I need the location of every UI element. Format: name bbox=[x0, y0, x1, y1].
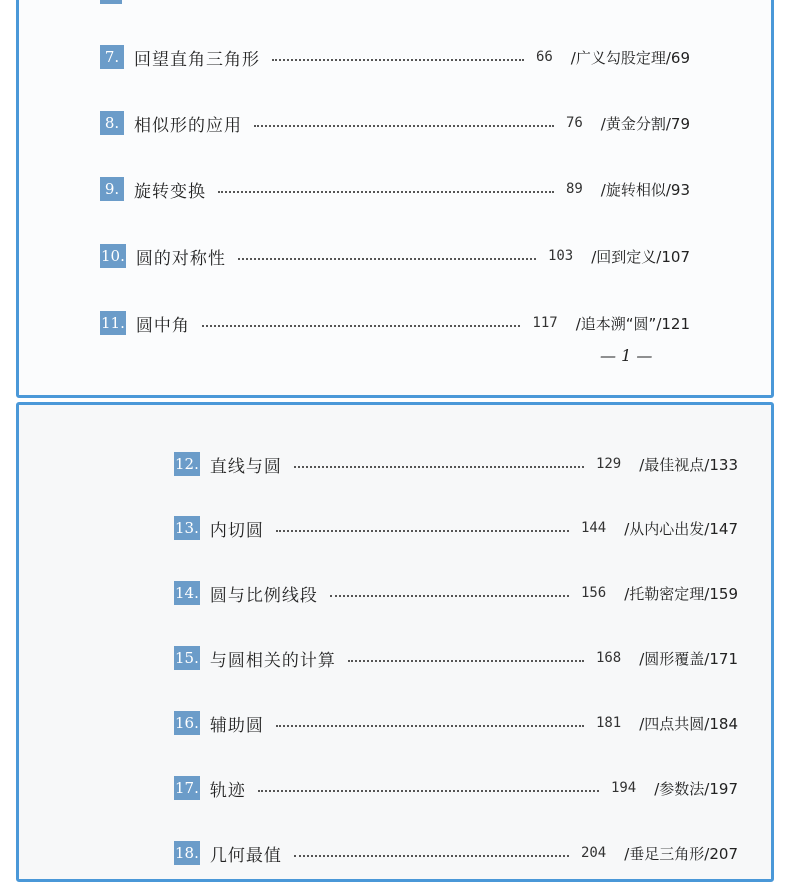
leader-dots bbox=[238, 258, 536, 260]
entry-title: 相似形的应用 bbox=[134, 115, 242, 136]
entry-page: 144 bbox=[580, 520, 607, 536]
leader-dots bbox=[258, 790, 599, 792]
entry-page: 156 bbox=[580, 585, 607, 601]
entry-title: 圆的对称性 bbox=[135, 248, 226, 269]
entry-page: 117 bbox=[532, 315, 558, 331]
entry-number: 15. bbox=[174, 646, 200, 670]
entry-number: 12. bbox=[174, 452, 200, 476]
entry-extra: /广义勾股定理/69 bbox=[570, 48, 690, 67]
entry-extra: /追本溯“圆”/121 bbox=[575, 314, 690, 333]
leader-dots bbox=[202, 325, 521, 327]
entry-page: 181 bbox=[595, 715, 622, 731]
entry-extra: /参数法/197 bbox=[654, 779, 738, 798]
page-number: — 1 — bbox=[600, 346, 653, 365]
entry-page: 168 bbox=[595, 650, 622, 666]
toc-entry[interactable] bbox=[100, 110, 690, 136]
entry-number: 7. bbox=[100, 45, 124, 69]
entry-number: 9. bbox=[100, 177, 124, 201]
toc-entry[interactable] bbox=[100, 176, 690, 202]
entry-page: 129 bbox=[595, 456, 622, 472]
entry-page: 89 bbox=[565, 181, 583, 197]
entry-title: 与圆相关的计算 bbox=[209, 650, 336, 671]
entry-extra: /从内心出发/147 bbox=[624, 519, 738, 538]
entry-extra: /四点共圆/184 bbox=[639, 714, 738, 733]
toc-entry[interactable] bbox=[174, 775, 738, 801]
entry-page: 204 bbox=[580, 845, 607, 861]
entry-page: 66 bbox=[535, 49, 553, 65]
toc-entry[interactable] bbox=[174, 645, 738, 671]
entry-extra: /旋转相似/93 bbox=[600, 180, 690, 199]
entry-extra: /黄金分割/79 bbox=[600, 114, 690, 133]
entry-extra: /最佳视点/133 bbox=[639, 455, 738, 474]
entry-title: 直线与圆 bbox=[209, 456, 282, 477]
toc-entry[interactable] bbox=[174, 515, 738, 541]
entry-page: 76 bbox=[565, 115, 583, 131]
entry-title: 旋转变换 bbox=[134, 181, 206, 202]
entry-extra: /垂足三角形/207 bbox=[624, 844, 738, 863]
toc-entry[interactable] bbox=[100, 44, 690, 70]
entry-title: 内切圆 bbox=[209, 520, 264, 541]
entry-title: 回望直角三角形 bbox=[134, 49, 260, 70]
leader-dots bbox=[276, 725, 584, 727]
entry-title: 圆与比例线段 bbox=[209, 585, 318, 606]
leader-dots bbox=[272, 59, 524, 61]
entry-number: 14. bbox=[174, 581, 200, 605]
entry-number: 10. bbox=[100, 244, 126, 268]
entry-extra: /圆形覆盖/171 bbox=[639, 649, 738, 668]
toc-entry[interactable] bbox=[174, 580, 738, 606]
leader-dots bbox=[294, 855, 569, 857]
entry-title: 辅助圆 bbox=[209, 715, 264, 736]
entry-number: 18. bbox=[174, 841, 200, 865]
entry-title: 圆中角 bbox=[135, 315, 190, 336]
entry-number: 11. bbox=[100, 311, 126, 335]
leader-dots bbox=[218, 191, 554, 193]
leader-dots bbox=[294, 466, 584, 468]
entry-page: 103 bbox=[547, 248, 574, 264]
entry-extra: /托勒密定理/159 bbox=[624, 584, 738, 603]
toc-entry[interactable] bbox=[174, 840, 738, 866]
previous-entry-badge bbox=[100, 0, 122, 4]
toc-entry[interactable] bbox=[174, 710, 738, 736]
toc-entry[interactable] bbox=[174, 451, 738, 477]
leader-dots bbox=[254, 125, 554, 127]
toc-entry[interactable] bbox=[100, 243, 690, 269]
entry-title: 轨迹 bbox=[209, 780, 246, 801]
entry-number: 13. bbox=[174, 516, 200, 540]
entry-number: 17. bbox=[174, 776, 200, 800]
entry-extra: /回到定义/107 bbox=[591, 247, 690, 266]
leader-dots bbox=[276, 530, 569, 532]
entry-number: 16. bbox=[174, 711, 200, 735]
entry-page: 194 bbox=[610, 780, 637, 796]
entry-title: 几何最值 bbox=[209, 845, 282, 866]
entry-number: 8. bbox=[100, 111, 124, 135]
toc-entry[interactable] bbox=[100, 310, 690, 336]
leader-dots bbox=[330, 595, 569, 597]
leader-dots bbox=[348, 660, 584, 662]
